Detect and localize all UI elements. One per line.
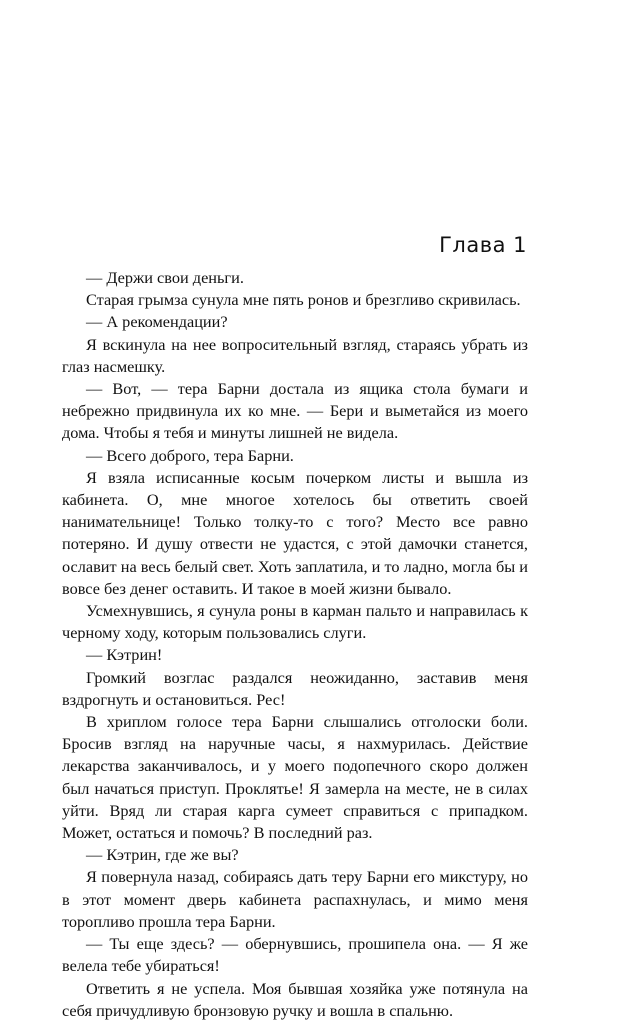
paragraph: — Кэтрин!: [86, 645, 163, 665]
paragraph: Я повернула назад, собираясь дать теру Барни его микстуру, но в этот момент дверь кабинета распахнулась, и мимо меня торопливо прошла тера Барни.: [62, 867, 528, 931]
paragraph: Я взяла исписанные косым почерком листы и вышла из кабинета. О, мне многое хотелось бы ответить своей нанимательнице! Только толку-то с того? Место все равно потеряно. И душу отвести не удастся, с этой дамочки станется, ославит на весь белый свет. Хоть заплатила, и то ладно, могла бы и вовсе без денег оставить. И такое в моей жизни бывало.: [62, 467, 528, 598]
paragraph: — Держи свои деньги.: [86, 268, 244, 287]
paragraph: — Всего доброго, тера Барни.: [86, 445, 294, 465]
chapter-title: Глава 1: [439, 233, 527, 257]
paragraph: — Вот, — тера Барни достала из ящика стола бумаги и небрежно придвинула их ко мне. — Бери и выметайся из моего дома. Чтобы я тебя и минуты лишней не видела.: [62, 379, 528, 443]
paragraph: Ответить я не успела. Моя бывшая хозяйка уже потянула на себя причудливую бронзовую ручку и вошла в спальню.: [62, 978, 528, 1020]
paragraph: — Ты еще здесь? — обернувшись, прошипела она. — Я же велела тебе убираться!: [62, 934, 528, 976]
paragraph: — А рекомендации?: [86, 312, 228, 332]
paragraph: Громкий возглас раздался неожиданно, заставив меня вздрогнуть и остановиться. Рес!: [62, 667, 528, 709]
chapter-text: [62, 267, 528, 1022]
paragraph: Я вскинула на нее вопросительный взгляд, стараясь убрать из глаз насмешку.: [62, 334, 528, 376]
paragraph: Старая грымза сунула мне пять ронов и брезгливо скривилась.: [86, 290, 521, 310]
paragraph: — Кэтрин, где же вы?: [86, 845, 239, 865]
paragraph: Усмехнувшись, я сунула роны в карман пальто и направилась к черному ходу, которым пользовались слуги.: [62, 601, 528, 643]
paragraph: В хриплом голосе тера Барни слышались отголоски боли. Бросив взгляд на наручные часы, я нахмурилась. Действие лекарства заканчивалось, и у моего подопечного скоро должен был начаться приступ. Проклятье! Я замерла на месте, не в силах уйти. Вряд ли старая карга сумеет справиться с припадком. Может, остаться и помочь? В последний раз.: [62, 712, 528, 843]
